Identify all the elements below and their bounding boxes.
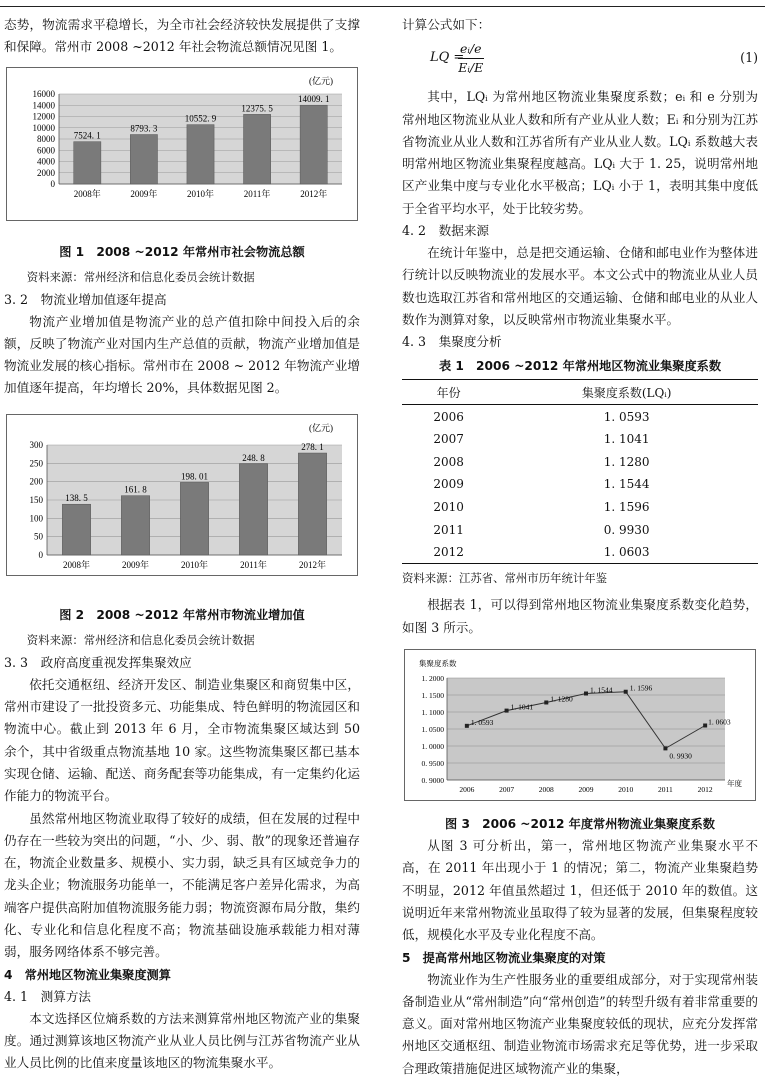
y-axis-label: 集聚度系数 bbox=[419, 659, 457, 669]
table-cell-coefficient: 1. 1041 bbox=[603, 432, 650, 447]
x-tick-label: 2008年 bbox=[62, 559, 91, 570]
data-label: 1. 1041 bbox=[510, 702, 534, 712]
x-tick-label: 2010年 bbox=[186, 188, 215, 199]
y-tick-label: 1. 0000 bbox=[421, 742, 444, 752]
data-point bbox=[703, 724, 707, 728]
table-cell-year: 2011 bbox=[433, 522, 464, 537]
x-tick-label: 2009 bbox=[578, 785, 594, 795]
data-label: 248. 8 bbox=[242, 452, 265, 463]
data-label: 7524. 1 bbox=[73, 130, 101, 141]
formula-denominator: Eᵢ/E bbox=[458, 60, 484, 76]
table-row bbox=[402, 541, 758, 564]
figure-3-caption: 图 3 2006 ~2012 年度常州物流业集聚度系数 bbox=[445, 817, 715, 832]
bar bbox=[121, 495, 149, 554]
header-rule bbox=[0, 0, 765, 7]
paragraph: 本文选择区位熵系数的方法来测算常州地区物流产业的集聚度。通过测算该地区物流产业从业人员比例与江苏省物流产业从业人员比例的比值来度量该地区的物流集聚水平。 bbox=[4, 1010, 360, 1071]
data-label: 138. 5 bbox=[65, 492, 88, 503]
x-tick-label: 2006 bbox=[459, 785, 475, 795]
y-tick-label: 12000 bbox=[32, 111, 55, 122]
data-label: 0. 9930 bbox=[669, 751, 692, 761]
data-point bbox=[663, 746, 667, 750]
y-tick-label: 0. 9500 bbox=[421, 759, 444, 769]
table-row bbox=[402, 496, 758, 519]
y-tick-label: 0 bbox=[38, 549, 43, 560]
table-1-source: 资料来源：江苏省、常州市历年统计年鉴 bbox=[402, 571, 608, 586]
data-point bbox=[584, 692, 588, 696]
left-column bbox=[4, 14, 360, 1075]
y-tick-label: 0. 9000 bbox=[421, 776, 444, 786]
data-label: 14009. 1 bbox=[297, 93, 330, 104]
bar bbox=[300, 105, 327, 184]
y-tick-label: 1. 1000 bbox=[421, 708, 444, 718]
table-header-year: 年份 bbox=[402, 380, 495, 405]
section-4-1-title: 4. 1 测算方法 bbox=[4, 988, 92, 1004]
y-tick-label: 50 bbox=[34, 531, 43, 542]
bar bbox=[239, 464, 267, 555]
bar bbox=[180, 482, 208, 555]
bar bbox=[74, 141, 101, 183]
data-label: 161. 8 bbox=[124, 484, 147, 495]
table-row bbox=[402, 450, 758, 473]
y-tick-label: 16000 bbox=[32, 88, 55, 99]
paragraph: 从图 3 可分析出，第一，常州地区物流产业集聚水平不高，在 2011 年出现小于 1 的情况；第二，物流产业集聚趋势不明显，2012 年值虽然超过 1，但还低于 2010 年的数值。这说明近年来常州物流业虽取得了较为显著的发展，但集聚程度较低，规模化水平及专业化程度不高。 bbox=[402, 838, 758, 943]
section-3-2-title: 3. 2 物流业增加值逐年提高 bbox=[4, 291, 167, 307]
data-label: 8793. 3 bbox=[130, 123, 158, 134]
figure-2 bbox=[6, 414, 358, 576]
paragraph: 根据表 1，可以得到常州地区物流业集聚度系数变化趋势，如图 3 所示。 bbox=[402, 597, 758, 635]
y-tick-label: 4000 bbox=[37, 156, 55, 167]
x-tick-label: 2010 bbox=[618, 785, 634, 795]
table-cell-coefficient: 1. 1596 bbox=[603, 499, 650, 514]
table-cell-year: 2010 bbox=[433, 499, 464, 514]
data-point bbox=[624, 690, 628, 694]
bar bbox=[130, 134, 157, 183]
table-header-coefficient: 集聚度系数(LQᵢ) bbox=[495, 380, 758, 405]
unit-label: (亿元) bbox=[309, 422, 333, 433]
y-tick-label: 10000 bbox=[32, 122, 55, 133]
formula-intro: 计算公式如下： bbox=[402, 17, 491, 32]
bar-chart-1 bbox=[7, 68, 357, 218]
data-label: 10552. 9 bbox=[184, 113, 217, 124]
formula bbox=[402, 38, 758, 82]
y-tick-label: 200 bbox=[29, 476, 43, 487]
paragraph: 态势，物流需求平稳增长，为全市社会经济较快发展提供了支撑和保障。常州市 2008 ~2012 年社会物流总额情况见图 1。 bbox=[4, 17, 360, 55]
figure-2-caption: 图 2 2008 ~2012 年常州市物流业增加值 bbox=[59, 607, 305, 622]
paragraph: 其中，LQᵢ 为常州地区物流业集聚度系数；eᵢ 和 e 分别为常州地区物流业从业人数和所有产业从业人数；Eᵢ 和分别为江苏省物流业从业人数和江苏省所有产业从业人数。LQᵢ 系数越大表明常州地区物流业集聚程度越高。LQᵢ 大于 1. 25，说明常州地区产业集中度与专业化水平极高；LQᵢ 小于 1，表明其集中度低于全省平均水平，处于比较劣势。 bbox=[402, 89, 758, 216]
y-tick-label: 1. 1500 bbox=[421, 691, 444, 701]
table-row bbox=[402, 428, 758, 451]
table-row bbox=[402, 473, 758, 496]
table-cell-coefficient: 1. 0603 bbox=[495, 541, 758, 564]
figure-2-source: 资料来源：常州经济和信息化委员会统计数据 bbox=[26, 632, 255, 647]
data-label: 1. 0593 bbox=[470, 717, 494, 727]
data-label: 12375. 5 bbox=[241, 102, 273, 113]
table-body bbox=[402, 405, 758, 564]
formula-fraction bbox=[458, 40, 484, 77]
y-tick-label: 6000 bbox=[37, 144, 55, 155]
section-5-title: 5 提高常州地区物流业集聚度的对策 bbox=[402, 950, 606, 965]
paragraph: 依托交通枢纽、经济开发区、制造业集聚区和商贸集中区，常州市建设了一批投资多元、功能集成、特色鲜明的物流园区和物流中心。截止到 2013 年 6 月，全市物流集聚区域达到 50 余个，其中省级重点物流基地 10 家。这些物流集聚区都已基本实现仓储、运输、配送、商务配套等功能集成，有一定集约化运作能力的物流平台。 bbox=[4, 676, 360, 804]
paragraph: 虽然常州地区物流业取得了较好的成绩，但在发展的过程中仍存在一些较为突出的问题，“小、少、弱、散”的现象还普遍存在，物流企业数量多、规模小、实力弱，缺乏具有区域竞争力的龙头企业；物流服务功能单一，不能满足客户差异化需求，为高端客户提供高附加值物流服务能力弱；物流资源布局分散，集约化、专业化和信息化程度不高；物流基础设施承载能力相对薄弱，服务网络体系不够完善。 bbox=[4, 810, 360, 960]
x-tick-label: 2011年 bbox=[243, 188, 271, 199]
figure-1-source: 资料来源：常州经济和信息化委员会统计数据 bbox=[26, 269, 255, 284]
y-tick-label: 14000 bbox=[32, 99, 55, 110]
table-cell-year: 2008 bbox=[433, 454, 464, 469]
table-cell-year: 2007 bbox=[433, 432, 464, 447]
data-label: 278. 1 bbox=[301, 441, 324, 452]
x-tick-label: 2009年 bbox=[130, 188, 158, 199]
section-4-3-title: 4. 3 集聚度分析 bbox=[402, 334, 502, 350]
data-label: 1. 1596 bbox=[629, 683, 653, 693]
paragraph: 物流产业增加值是物流产业的总产值扣除中间投入后的余额，反映了物流产业对国内生产总值的贡献，物流产业增加值是物流业发展的核心指标。常州市在 2008 ~ 2012 年物流产业增加值逐年提高，年均增长 20%，具体数据见图 2。 bbox=[4, 313, 360, 396]
formula-lhs: LQ = bbox=[430, 50, 465, 66]
x-axis-label: 年度 bbox=[727, 779, 742, 789]
figure-3 bbox=[404, 649, 756, 801]
y-tick-label: 300 bbox=[29, 439, 43, 450]
table-cell-coefficient: 0. 9930 bbox=[603, 522, 650, 537]
bar-chart-2 bbox=[7, 415, 357, 573]
table-cell-coefficient: 1. 1544 bbox=[603, 477, 650, 492]
x-tick-label: 2012年 bbox=[298, 559, 327, 570]
y-tick-label: 1. 2000 bbox=[421, 674, 444, 684]
data-label: 1. 1544 bbox=[590, 685, 613, 695]
x-tick-label: 2011 bbox=[658, 785, 673, 795]
x-tick-label: 2011年 bbox=[240, 559, 267, 570]
y-tick-label: 250 bbox=[29, 458, 43, 469]
line-chart-3 bbox=[405, 650, 755, 798]
data-point bbox=[544, 700, 548, 704]
equation-number: (1) bbox=[740, 50, 758, 66]
data-point bbox=[465, 724, 469, 728]
section-4-2-title: 4. 2 数据来源 bbox=[402, 223, 490, 239]
x-tick-label: 2012年 bbox=[300, 188, 328, 199]
unit-label: (亿元) bbox=[309, 75, 333, 86]
y-tick-label: 150 bbox=[29, 494, 43, 505]
figure-1 bbox=[6, 67, 358, 221]
section-4-title: 4 常州地区物流业集聚度测算 bbox=[4, 967, 171, 982]
bar bbox=[187, 124, 214, 183]
x-tick-label: 2007 bbox=[499, 785, 515, 795]
table-cell-year: 2012 bbox=[402, 541, 495, 564]
x-tick-label: 2010年 bbox=[180, 559, 209, 570]
table-1-caption: 表 1 2006 ~2012 年常州地区物流业集聚度系数 bbox=[438, 359, 722, 374]
data-label: 198. 01 bbox=[181, 471, 208, 482]
table-cell-coefficient: 1. 0593 bbox=[603, 409, 650, 424]
table-cell-year: 2006 bbox=[433, 409, 464, 424]
formula-numerator: eᵢ/e bbox=[458, 40, 484, 59]
y-tick-label: 0 bbox=[50, 178, 55, 189]
paragraph: 物流业作为生产性服务业的重要组成部分，对于实现常州装备制造业从“常州制造”向“常州创造”的转型升级有着非常重要的意义。面对常州地区物流产业集聚度较低的现状，应充分发挥常州地区交通枢纽、制造业物流市场需求充足等优势，进一步采取合理政策措施促进区域物流产业的集聚， bbox=[402, 971, 758, 1076]
y-tick-label: 1. 0500 bbox=[421, 725, 444, 735]
x-tick-label: 2008年 bbox=[73, 188, 101, 199]
bar bbox=[244, 114, 271, 184]
x-tick-label: 2012 bbox=[697, 785, 713, 795]
data-label: 1. 0603 bbox=[708, 717, 731, 727]
y-tick-label: 100 bbox=[29, 513, 43, 524]
table-row bbox=[402, 518, 758, 541]
y-tick-label: 8000 bbox=[37, 133, 55, 144]
figure-1-caption: 图 1 2008 ~2012 年常州市社会物流总额 bbox=[59, 244, 305, 259]
data-point bbox=[505, 709, 509, 713]
x-tick-label: 2008 bbox=[538, 785, 554, 795]
paragraph: 在统计年鉴中，总是把交通运输、仓储和邮电业作为整体进行统计以反映物流业的发展水平。本文公式中的物流业从业人员数也选取江苏省和常州地区的交通运输、仓储和邮电业的从业人数作为测算对象，以反映常州市物流业集聚水平。 bbox=[402, 245, 758, 327]
x-tick-label: 2009年 bbox=[121, 559, 150, 570]
y-tick-label: 2000 bbox=[37, 167, 55, 178]
table-1 bbox=[402, 379, 758, 564]
table-row bbox=[402, 405, 758, 428]
table-cell-year: 2009 bbox=[433, 477, 464, 492]
bar bbox=[62, 504, 90, 555]
right-column bbox=[402, 14, 758, 1080]
data-label: 1. 1280 bbox=[550, 694, 573, 704]
section-3-3-title: 3. 3 政府高度重视发挥集聚效应 bbox=[4, 654, 192, 670]
table-cell-coefficient: 1. 1280 bbox=[603, 454, 650, 469]
bar bbox=[298, 453, 326, 555]
